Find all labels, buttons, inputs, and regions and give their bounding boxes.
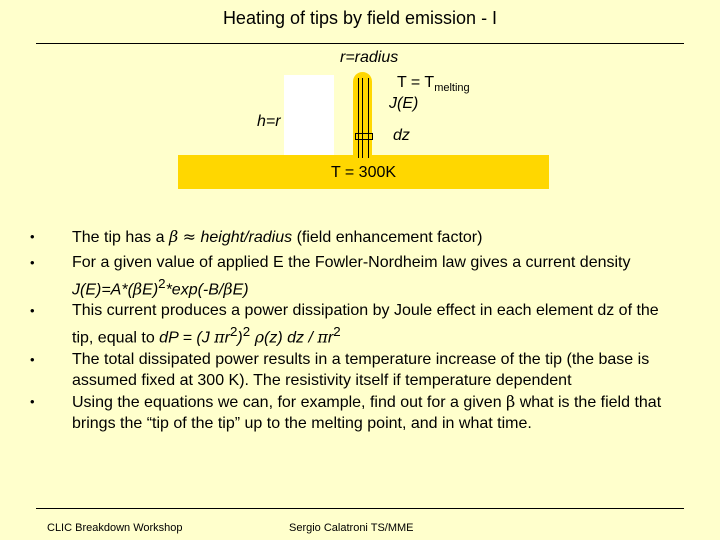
bullet-item: • This current produces a power dissipation by Joule effect in each element dz of the tip, equal to dP = (J $\pi r^2)^2$ ρ(z) dz / $\pi r^2$ <box>30 302 659 347</box>
tip-center-line <box>362 78 363 158</box>
current-density-label: J(E) <box>389 95 419 112</box>
dz-element <box>355 133 373 140</box>
dz-label: dz <box>393 127 410 144</box>
bullet-dot: • <box>30 255 35 270</box>
base-substrate <box>178 155 549 189</box>
bullet-dot: • <box>30 303 35 319</box>
bullet-dot: • <box>30 393 35 409</box>
bullet-list <box>30 226 680 434</box>
inset-graph-image <box>284 75 334 155</box>
bullet-dot: • <box>30 229 35 244</box>
tip-temperature-label: $T = T_{melting}$ <box>397 74 470 95</box>
radius-label: r=radius <box>340 49 399 66</box>
bottom-divider <box>36 508 684 509</box>
bullet-dot: • <box>30 351 35 367</box>
bullet-item: • Using the equations we can, for example, find out for a given β what is the field that brings the “tip of the tip” up to the melting point, and in what time. <box>30 391 662 432</box>
bullet-item: • The tip has a β ≈ height/radius (field enhancement factor) <box>30 227 483 246</box>
tip-diagram <box>0 44 720 194</box>
footer-author: Sergio Calatroni TS/MME <box>289 522 414 534</box>
tip-field-lines <box>358 78 369 158</box>
bullet-item: • For a given value of applied E the Fowler-Nordheim law gives a current density $J(E)=A*(\beta E)^2*\exp(-B/\beta E)$ <box>30 254 631 299</box>
footer-event: CLIC Breakdown Workshop <box>47 522 183 534</box>
bullet-item: • The total dissipated power results in a temperature increase of the tip (the base is assumed fixed at 300 K). The resistivity itself if temperature dependent <box>30 350 650 389</box>
base-temperature-label: T = 300K <box>330 164 397 181</box>
slide-title: Heating of tips by field emission - I <box>222 8 498 28</box>
height-label: h=r <box>257 113 281 130</box>
